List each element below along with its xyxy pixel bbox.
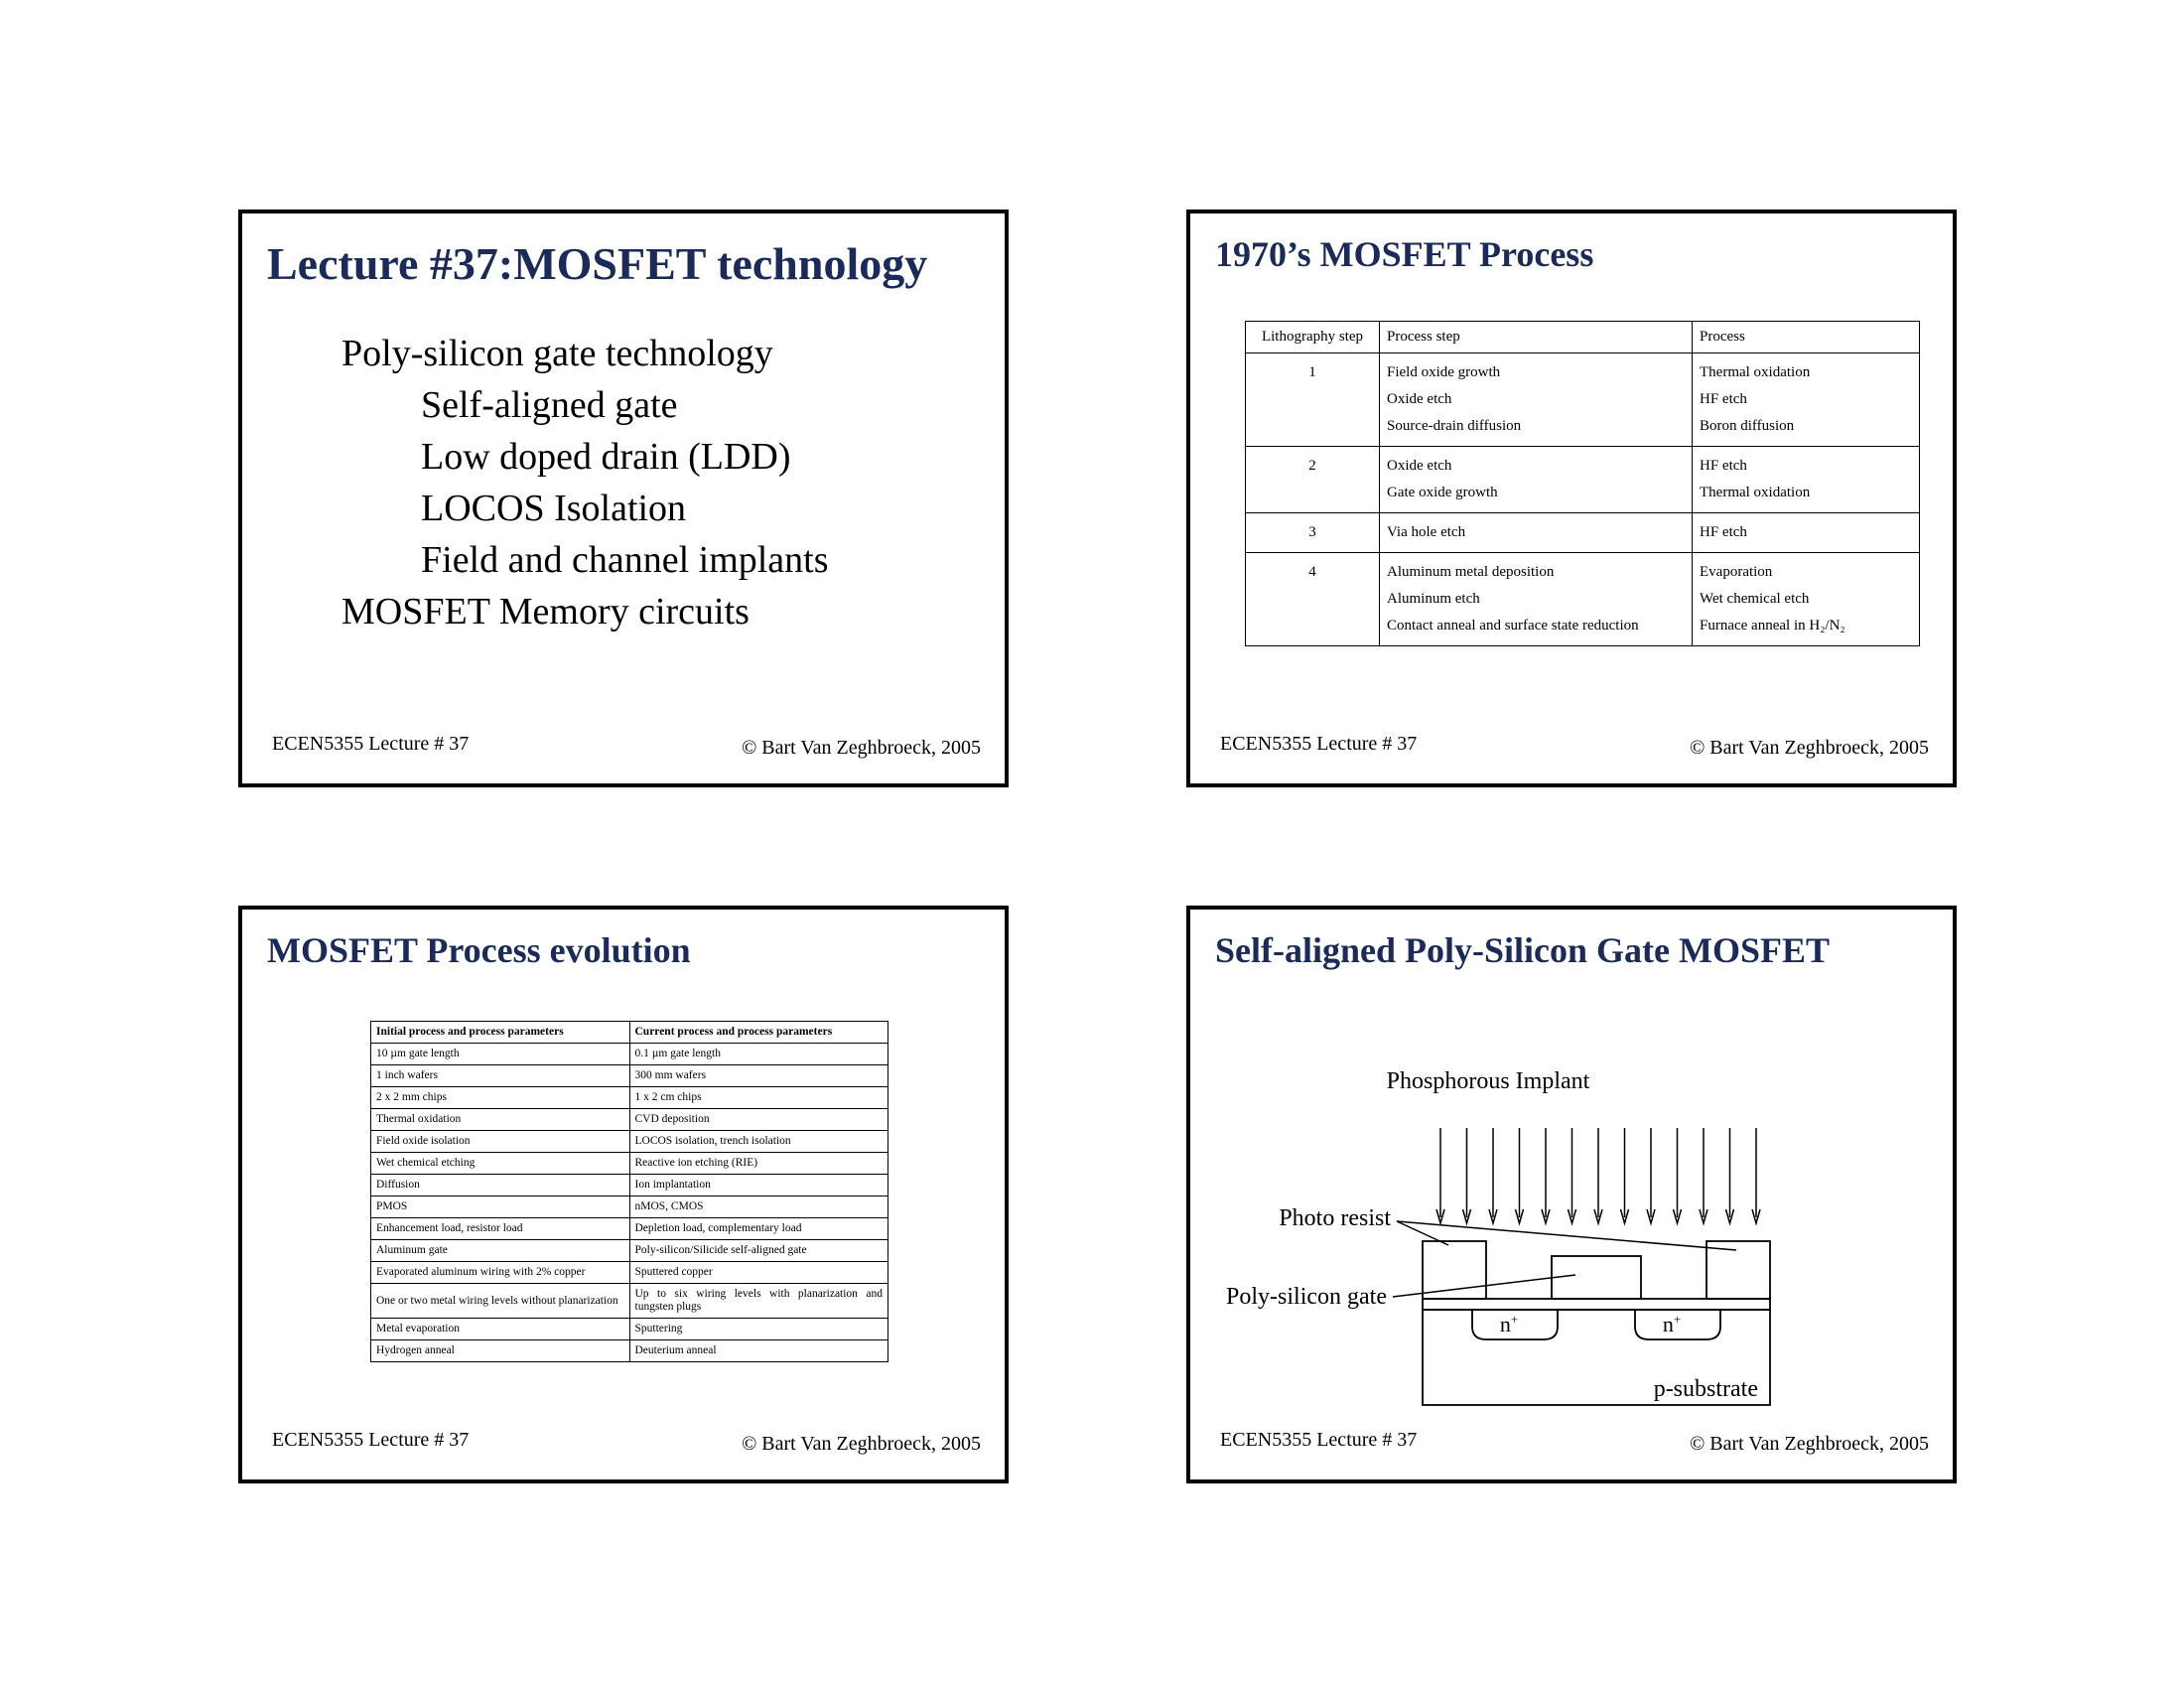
- current-process-cell: 0.1 µm gate length: [629, 1044, 888, 1065]
- slide-1: [238, 210, 1009, 787]
- bullet-item: Poly-silicon gate technology: [341, 333, 773, 374]
- process-step-cell: [1380, 513, 1693, 553]
- cell-line: Source-drain diffusion: [1387, 418, 1522, 434]
- initial-process-cell: Diffusion: [371, 1175, 630, 1196]
- column-header: Initial process and process parameters: [371, 1022, 630, 1044]
- cell-line: Furnace anneal in H₂/N₂: [1700, 618, 1845, 633]
- slide-title: Lecture #37:MOSFET technology: [267, 238, 928, 289]
- column-header: Process step: [1380, 322, 1693, 353]
- process-cell: [1693, 353, 1920, 447]
- table-row: [371, 1262, 888, 1284]
- slide-4: [1186, 906, 1957, 1483]
- process-cell: [1693, 513, 1920, 553]
- lithography-step-cell: 1: [1246, 353, 1380, 447]
- footer-course: ECEN5355 Lecture # 37: [272, 733, 470, 755]
- process-cell: [1693, 553, 1920, 646]
- process-step-cell: [1380, 353, 1693, 447]
- initial-process-cell: PMOS: [371, 1196, 630, 1218]
- initial-process-cell: Field oxide isolation: [371, 1131, 630, 1153]
- poly-silicon-gate: [1552, 1256, 1641, 1299]
- cell-line: Wet chemical etch: [1700, 591, 1810, 607]
- table-row: [371, 1218, 888, 1240]
- current-process-cell: 1 x 2 cm chips: [629, 1087, 888, 1109]
- cell-line: Thermal oxidation: [1700, 485, 1811, 500]
- table-row: [1246, 447, 1920, 513]
- footer-copyright: © Bart Van Zeghbroeck, 2005: [742, 737, 981, 759]
- bullet-item: MOSFET Memory circuits: [341, 591, 750, 633]
- footer-course: ECEN5355 Lecture # 37: [272, 1429, 470, 1451]
- cell-line: Oxide etch: [1387, 391, 1452, 407]
- photo-resist-label: Photo resist: [1279, 1205, 1391, 1231]
- cell-line: HF etch: [1700, 524, 1747, 540]
- initial-process-cell: One or two metal wiring levels without planarization: [371, 1284, 630, 1319]
- current-process-cell: Sputtered copper: [629, 1262, 888, 1284]
- column-header: Process: [1693, 322, 1920, 353]
- bullet-item: Self-aligned gate: [421, 384, 678, 426]
- evolution-table: [370, 1021, 888, 1362]
- lithography-step-cell: 3: [1246, 513, 1380, 553]
- bullet-item: Low doped drain (LDD): [421, 436, 791, 478]
- poly-gate-leader: [1393, 1275, 1575, 1297]
- table-row: [1246, 553, 1920, 646]
- slide-2: [1186, 210, 1957, 787]
- column-header: Current process and process parameters: [629, 1022, 888, 1044]
- footer-copyright: © Bart Van Zeghbroeck, 2005: [742, 1433, 981, 1455]
- initial-process-cell: Hydrogen anneal: [371, 1340, 630, 1362]
- initial-process-cell: Enhancement load, resistor load: [371, 1218, 630, 1240]
- cell-line: Field oxide growth: [1387, 364, 1501, 380]
- table-row: [1246, 513, 1920, 553]
- poly-gate-label: Poly-silicon gate: [1226, 1284, 1387, 1310]
- table-row: [1246, 353, 1920, 447]
- oxide-layer: [1423, 1299, 1770, 1310]
- footer-copyright: © Bart Van Zeghbroeck, 2005: [1690, 737, 1929, 759]
- table-row: [371, 1175, 888, 1196]
- cell-line: Boron diffusion: [1700, 418, 1795, 434]
- current-process-cell: Depletion load, complementary load: [629, 1218, 888, 1240]
- n-plus-label-right: n+: [1662, 1312, 1682, 1336]
- initial-process-cell: Evaporated aluminum wiring with 2% copper: [371, 1262, 630, 1284]
- table-row: [371, 1319, 888, 1340]
- process-step-cell: [1380, 553, 1693, 646]
- table-row: [371, 1153, 888, 1175]
- cell-line: Contact anneal and surface state reduction: [1387, 618, 1639, 633]
- footer-copyright: © Bart Van Zeghbroeck, 2005: [1690, 1433, 1929, 1455]
- table-row: [371, 1065, 888, 1087]
- initial-process-cell: 10 µm gate length: [371, 1044, 630, 1065]
- table-row: [371, 1240, 888, 1262]
- cell-line: Via hole etch: [1387, 524, 1466, 540]
- table-row: [371, 1340, 888, 1362]
- current-process-cell: Reactive ion etching (RIE): [629, 1153, 888, 1175]
- current-process-cell: Sputtering: [629, 1319, 888, 1340]
- cell-line: HF etch: [1700, 458, 1747, 474]
- implant-arrows: [1436, 1128, 1760, 1223]
- slide-title: Self-aligned Poly-Silicon Gate MOSFET: [1215, 930, 1830, 970]
- lithography-step-cell: 4: [1246, 553, 1380, 646]
- current-process-cell: 300 mm wafers: [629, 1065, 888, 1087]
- current-process-cell: Up to six wiring levels with planarization and tungsten plugs: [629, 1284, 888, 1319]
- table-row: [371, 1087, 888, 1109]
- cell-line: Thermal oxidation: [1700, 364, 1811, 380]
- mosfet-cross-section-diagram: [1190, 910, 1953, 1479]
- column-header: Lithography step: [1246, 322, 1380, 353]
- n-plus-label-left: n+: [1499, 1312, 1519, 1336]
- photo-resist-right: [1706, 1241, 1770, 1299]
- bullet-item: Field and channel implants: [421, 539, 829, 581]
- current-process-cell: Poly-silicon/Silicide self-aligned gate: [629, 1240, 888, 1262]
- cell-line: Aluminum metal deposition: [1387, 564, 1555, 580]
- substrate-label: p-substrate: [1653, 1376, 1758, 1402]
- cell-line: HF etch: [1700, 391, 1747, 407]
- cell-line: Evaporation: [1700, 564, 1773, 580]
- table-row: [371, 1131, 888, 1153]
- table-row: [371, 1284, 888, 1319]
- current-process-cell: Ion implantation: [629, 1175, 888, 1196]
- initial-process-cell: 1 inch wafers: [371, 1065, 630, 1087]
- current-process-cell: CVD deposition: [629, 1109, 888, 1131]
- footer-course: ECEN5355 Lecture # 37: [1220, 733, 1418, 755]
- bullet-item: LOCOS Isolation: [421, 488, 687, 529]
- initial-process-cell: Aluminum gate: [371, 1240, 630, 1262]
- process-table: [1245, 321, 1920, 646]
- current-process-cell: nMOS, CMOS: [629, 1196, 888, 1218]
- initial-process-cell: Metal evaporation: [371, 1319, 630, 1340]
- initial-process-cell: Wet chemical etching: [371, 1153, 630, 1175]
- table-row: [371, 1044, 888, 1065]
- implant-label: Phosphorous Implant: [1386, 1068, 1590, 1094]
- process-step-cell: [1380, 447, 1693, 513]
- photo-resist-leader-right: [1397, 1221, 1736, 1250]
- table-row: [371, 1109, 888, 1131]
- table-row: [371, 1196, 888, 1218]
- bullet-list: [341, 328, 829, 637]
- cell-line: Oxide etch: [1387, 458, 1452, 474]
- slide-title: 1970’s MOSFET Process: [1215, 234, 1594, 274]
- slide-3: [238, 906, 1009, 1483]
- slide-title: MOSFET Process evolution: [267, 930, 691, 970]
- cell-line: Gate oxide growth: [1387, 485, 1498, 500]
- initial-process-cell: 2 x 2 mm chips: [371, 1087, 630, 1109]
- initial-process-cell: Thermal oxidation: [371, 1109, 630, 1131]
- current-process-cell: LOCOS isolation, trench isolation: [629, 1131, 888, 1153]
- current-process-cell: Deuterium anneal: [629, 1340, 888, 1362]
- process-cell: [1693, 447, 1920, 513]
- lithography-step-cell: 2: [1246, 447, 1380, 513]
- cell-line: Aluminum etch: [1387, 591, 1480, 607]
- footer-course: ECEN5355 Lecture # 37: [1220, 1429, 1418, 1451]
